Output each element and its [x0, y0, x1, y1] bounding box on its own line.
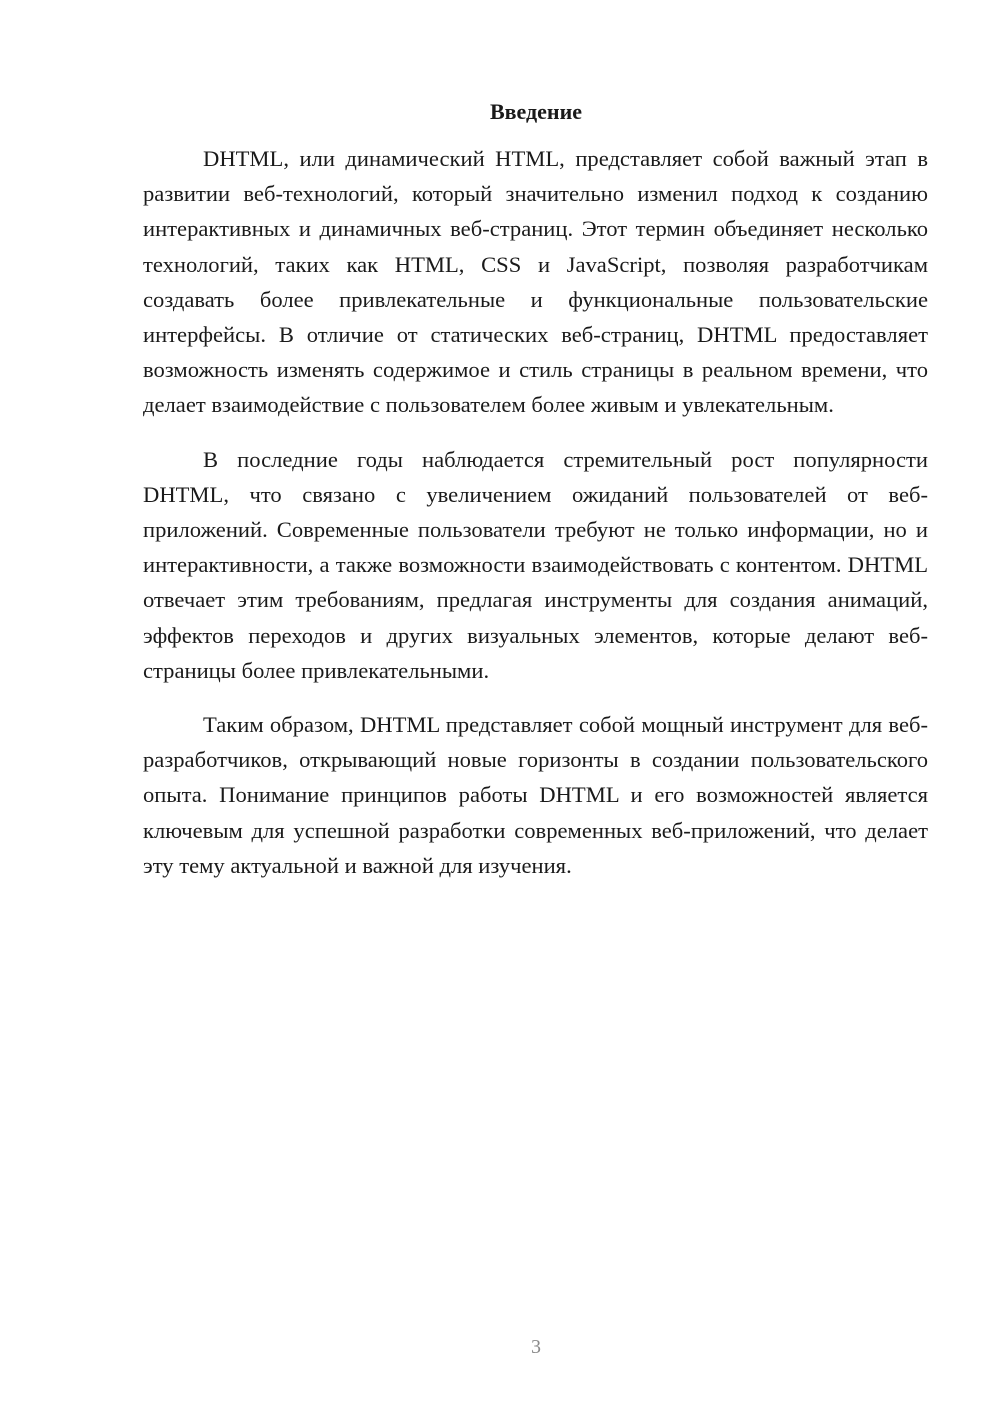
- body-text: [143, 141, 928, 902]
- page-number: 3: [531, 1336, 541, 1358]
- section-heading: Введение: [489, 99, 583, 124]
- paragraph-2: В последние годы наблюдается стремительный рост популярности DHTML, что связано с увеличением ожиданий пользователей от веб-приложений. Современные пользователи требуют не только информации, но и интерактивности, а также возможности взаимодействовать с контентом. DHTML отвечает этим требованиям, предлагая инструменты для создания анимаций, эффектов переходов и других визуальных элементов, которые делают веб-страницы более привлекательными.: [143, 446, 928, 683]
- paragraph-3: Таким образом, DHTML представляет собой мощный инструмент для веб-разработчиков, открывающий новые горизонты в создании пользовательского опыта. Понимание принципов работы DHTML и его возможностей является ключевым для успешной разработки современных веб-приложений, что делает эту тему актуальной и важной для изучения.: [143, 712, 928, 878]
- paragraph-1: DHTML, или динамический HTML, представляет собой важный этап в развитии веб-технологий, который значительно изменил подход к созданию интерактивных и динамичных веб-страниц. Этот термин объединяет несколько технологий, таких как HTML, CSS и JavaScript, позволяя разработчикам создавать более привлекательные и функциональные пользовательские интерфейсы. В отличие от статических веб-страниц, DHTML предоставляет возможность изменять содержимое и стиль страницы в реальном времени, что делает взаимодействие с пользователем более живым и увлекательным.: [143, 146, 928, 418]
